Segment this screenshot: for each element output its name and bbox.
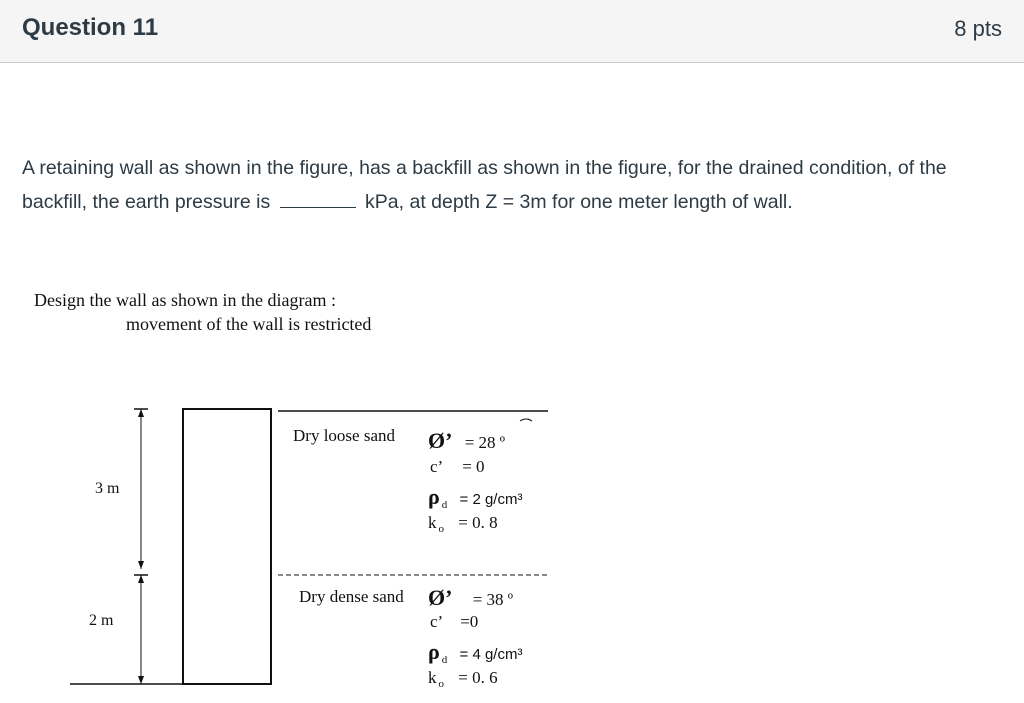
lower-height-label: 2 m	[89, 612, 114, 629]
surface-mark	[520, 419, 532, 421]
k-subscript: o	[438, 523, 444, 535]
dim-lower-arrow-bottom	[138, 676, 144, 684]
layer2-phi-value: = 38 º	[472, 590, 514, 609]
layer2-k-value: = 0. 6	[458, 668, 498, 687]
phi-symbol: Ø’	[428, 428, 453, 453]
dim-lower-arrow-top	[138, 575, 144, 583]
rho-symbol: ρ	[428, 639, 440, 664]
layer1-name: Dry loose sand	[293, 426, 395, 445]
question-text-part1: A retaining wall as shown in the figure, has a backfill as shown in the figure, for the drained condition, of the backfill, the earth pressure is	[22, 157, 947, 213]
question-title: Question 11	[22, 14, 159, 41]
layer2-name: Dry dense sand	[299, 587, 404, 606]
question-text-part2: kPa, at depth Z = 3m for one meter length of wall.	[365, 190, 793, 213]
dim-upper-arrow-bottom	[138, 561, 144, 569]
k-symbol: k	[428, 513, 437, 532]
layer1-k	[428, 513, 498, 533]
retaining-wall	[183, 409, 271, 684]
answer-blank	[280, 189, 356, 208]
layer2-rho-value: = 4 g/cm³	[459, 646, 523, 663]
layer2-phi	[428, 585, 513, 611]
phi-symbol: Ø’	[428, 585, 453, 610]
layer1-c	[430, 457, 485, 477]
layer1-c-value: = 0	[462, 457, 485, 476]
c-symbol: c’	[430, 612, 442, 631]
question-text	[22, 152, 1012, 219]
rho-subscript: d	[441, 499, 448, 511]
figure-title: Design the wall as shown in the diagram :	[34, 290, 336, 310]
dim-upper-arrow-top	[138, 409, 144, 417]
question-header	[0, 0, 1024, 63]
question-points: 8 pts	[954, 16, 1002, 41]
figure-subtitle: movement of the wall is restricted	[126, 314, 372, 334]
k-subscript: o	[438, 678, 444, 690]
rho-symbol: ρ	[428, 484, 440, 509]
c-symbol: c’	[430, 457, 442, 476]
layer1-rho-value: = 2 g/cm³	[459, 491, 523, 508]
layer1-k-value: = 0. 8	[458, 513, 498, 532]
layer2-c	[430, 612, 478, 632]
layer1-phi-value: = 28 º	[464, 433, 506, 452]
layer2-c-value: =0	[460, 612, 479, 631]
layer2-rho	[428, 639, 522, 665]
layer1-phi	[428, 428, 505, 454]
layer1-rho	[428, 484, 522, 510]
rho-subscript: d	[441, 654, 448, 666]
upper-height-label: 3 m	[95, 480, 120, 497]
layer2-k	[428, 668, 498, 688]
k-symbol: k	[428, 668, 437, 687]
